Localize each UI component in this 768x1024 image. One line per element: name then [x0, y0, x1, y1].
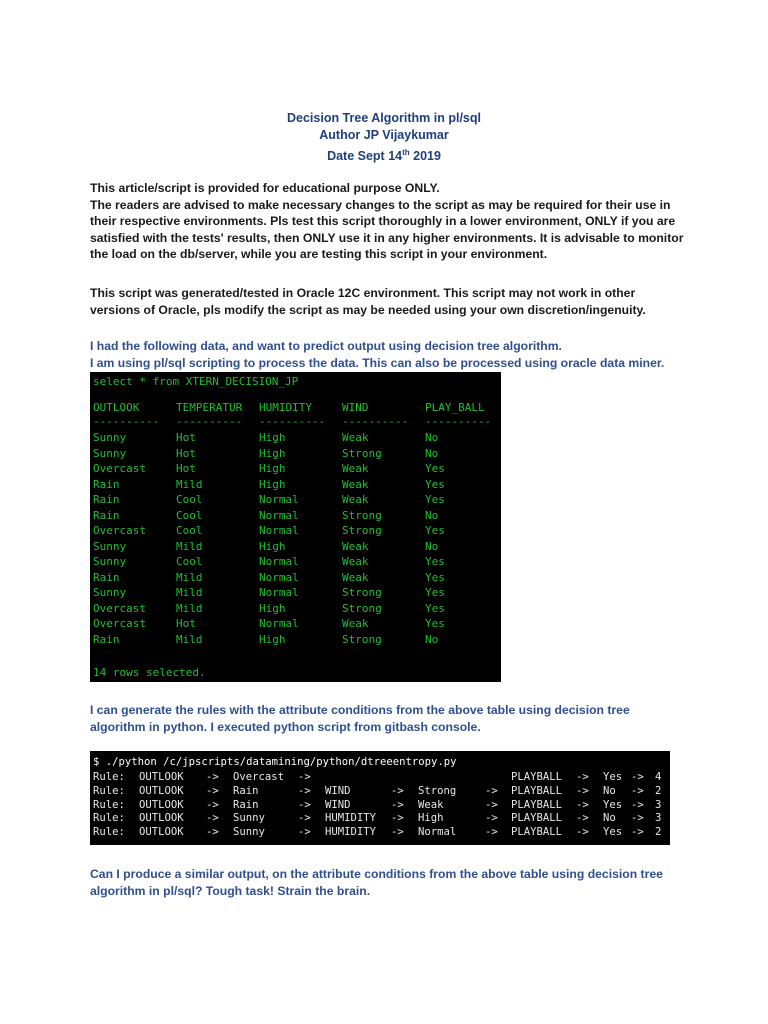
rule-token: 3	[655, 812, 662, 825]
rule-token: ->	[576, 826, 589, 839]
sql-cell: Weak	[342, 617, 369, 630]
sql-cell: High	[259, 446, 286, 460]
rule-token: ->	[631, 771, 644, 783]
rule-token: Rule:	[93, 798, 125, 811]
sql-cell: Overcast	[93, 462, 146, 475]
rule-token: 2	[655, 784, 662, 797]
rule-token: ->	[485, 798, 498, 811]
rule-token: OUTLOOK	[139, 812, 184, 825]
sql-cell: Weak	[342, 539, 369, 553]
sql-cell: Cool	[176, 493, 203, 506]
text-line: satisfied with the tests' results, then ONLY use it in any higher environments. It is advisable to monitor	[90, 230, 684, 245]
rule-token: ->	[576, 812, 589, 825]
sql-cell: Rain	[93, 493, 120, 506]
sql-cell: Normal	[259, 617, 299, 630]
date-text: Date Sept 14	[327, 149, 403, 164]
rule-token: ->	[485, 826, 498, 839]
text-line: Can I produce a similar output, on the attribute conditions from the above table using decision tree	[90, 867, 663, 881]
text-line: I had the following data, and want to predict output using decision tree algorithm.	[90, 339, 562, 353]
text-line: their respective environments. Pls test this script thoroughly in a lower environment, ONLY if you are	[90, 214, 676, 228]
rule-token: ->	[631, 812, 644, 825]
rule-token: ->	[485, 812, 498, 825]
date-superscript: th	[402, 148, 410, 157]
rule-token: 3	[655, 798, 662, 811]
rule-token: ->	[298, 784, 311, 797]
rule-token: Yes	[603, 826, 623, 839]
rule-token: ->	[206, 812, 219, 825]
sql-console-screenshot	[90, 372, 501, 682]
sql-cell: High	[259, 477, 286, 491]
sql-cell: Sunny	[93, 539, 127, 553]
rule-token: Rule:	[93, 826, 125, 839]
rule-token: ->	[631, 798, 644, 811]
sql-cell: Weak	[342, 462, 369, 475]
sql-cell: High	[259, 601, 286, 615]
sql-cell: Normal	[259, 493, 299, 506]
sql-footer: 14 rows selected.	[93, 666, 206, 679]
rule-token: PLAYBALL	[511, 771, 563, 783]
text-line: This article/script is provided for educational purpose ONLY.	[90, 181, 440, 195]
rule-token: ->	[576, 798, 589, 811]
rule-token: WIND	[325, 784, 351, 797]
rule-token: ->	[206, 826, 219, 839]
sql-cell: Normal	[259, 508, 299, 522]
rule-token: Sunny	[233, 826, 265, 839]
rule-token: ->	[391, 798, 404, 811]
sql-cell: Strong	[342, 586, 382, 599]
sql-cell: Mild	[176, 601, 203, 615]
sql-cell: Yes	[425, 462, 445, 475]
sql-cell: High	[259, 632, 286, 646]
rule-token: ->	[298, 812, 311, 825]
sql-cell: Weak	[342, 570, 369, 584]
sql-cell: Mild	[176, 632, 203, 646]
rule-token: WIND	[325, 798, 351, 811]
sql-cell: Yes	[425, 586, 445, 599]
rule-token: Yes	[603, 771, 623, 783]
rule-token: ->	[631, 784, 644, 797]
rule-token: ->	[391, 812, 404, 825]
rule-token: High	[418, 812, 444, 825]
separator: ----------	[342, 415, 409, 428]
rule-token: OUTLOOK	[139, 798, 184, 811]
rule-token: PLAYBALL	[511, 826, 563, 839]
rule-token: OUTLOOK	[139, 784, 184, 797]
sql-cell: Yes	[425, 617, 445, 630]
python-command-line: $ ./python /c/jpscripts/datamining/python/dtreeentropy.py	[93, 756, 457, 768]
sql-column-header-row	[93, 400, 485, 415]
rule-token: Rain	[233, 784, 259, 797]
rule-token: ->	[391, 826, 404, 839]
separator: ----------	[259, 415, 326, 428]
sql-cell: Strong	[342, 508, 382, 522]
sql-cell: High	[259, 462, 286, 475]
sql-cell: Sunny	[93, 446, 127, 460]
sql-cell: Hot	[176, 617, 196, 630]
sql-cell: High	[259, 431, 286, 444]
rule-token: Rule:	[93, 784, 125, 797]
environment-paragraph	[90, 285, 690, 318]
sql-cell: Cool	[176, 524, 203, 537]
sql-cell: High	[259, 539, 286, 553]
sql-cell: Weak	[342, 493, 369, 506]
rule-token: PLAYBALL	[511, 812, 563, 825]
sql-cell: No	[425, 431, 439, 444]
rule-token: 2	[655, 826, 662, 839]
rule-token: Yes	[603, 798, 623, 811]
sql-cell: Normal	[259, 524, 299, 537]
sql-cell: Hot	[176, 431, 196, 444]
sql-cell: Normal	[259, 586, 299, 599]
rule-token: ->	[298, 798, 311, 811]
rule-token: Normal	[418, 826, 457, 839]
intro-paragraph	[90, 338, 690, 371]
sql-cell: No	[425, 508, 439, 522]
rule-token: Rule:	[93, 812, 125, 825]
sql-cell: Mild	[176, 477, 203, 491]
rule-token: 4	[655, 771, 662, 783]
rule-token: No	[603, 784, 616, 797]
sql-cell: Rain	[93, 632, 120, 646]
sql-cell: Sunny	[93, 431, 127, 444]
text-line: algorithm in python. I executed python script from gitbash console.	[90, 719, 481, 734]
sql-cell: Weak	[342, 555, 369, 568]
sql-cell: Yes	[425, 601, 445, 615]
disclaimer-paragraph	[90, 180, 690, 263]
rule-token: ->	[391, 784, 404, 797]
sql-cell: Rain	[93, 570, 120, 584]
sql-cell: Overcast	[93, 524, 146, 537]
sql-cell: No	[425, 632, 439, 646]
rule-token: OUTLOOK	[139, 826, 184, 839]
sql-cell: Normal	[259, 570, 299, 584]
sql-cell: Rain	[93, 508, 120, 522]
text-line: versions of Oracle, pls modify the script as may be needed using your own discretion/ingenuity.	[90, 302, 646, 317]
column-header: PLAY_BALL	[425, 401, 485, 414]
sql-cell: Sunny	[93, 555, 127, 568]
sql-separator-row	[93, 414, 492, 429]
rule-token: ->	[576, 771, 589, 783]
sql-cell: Yes	[425, 555, 445, 568]
rule-token: ->	[576, 784, 589, 797]
document-author: Author JP Vijaykumar	[319, 128, 449, 142]
rule-token: OUTLOOK	[139, 771, 184, 783]
rule-token: Weak	[418, 798, 444, 811]
sql-cell: Cool	[176, 555, 203, 568]
date-year: 2019	[409, 149, 441, 164]
sql-cell: Weak	[342, 431, 369, 444]
rule-token: ->	[298, 771, 311, 783]
python-console-screenshot	[90, 751, 670, 845]
rule-token: Strong	[418, 784, 457, 797]
separator: ----------	[425, 415, 492, 428]
sql-cell: Yes	[425, 493, 445, 506]
text-line: This script was generated/tested in Oracle 12C environment. This script may not work in other	[90, 286, 636, 300]
sql-cell: Mild	[176, 539, 203, 553]
sql-cell: Strong	[342, 524, 382, 537]
sql-cell: Cool	[176, 508, 203, 522]
rule-token: ->	[206, 798, 219, 811]
column-header: TEMPERATUR	[176, 401, 243, 414]
separator: ----------	[176, 415, 243, 428]
sql-cell: Sunny	[93, 586, 127, 599]
text-line: I can generate the rules with the attribute conditions from the above table using decision tree	[90, 703, 630, 717]
sql-cell: Rain	[93, 477, 120, 491]
text-line: The readers are advised to make necessary changes to the script as may be required for their use in	[90, 197, 671, 212]
column-header: WIND	[342, 401, 369, 414]
document-date	[0, 144, 768, 165]
rule-token: Overcast	[233, 771, 285, 783]
sql-command-line: select * from XTERN_DECISION_JP	[93, 375, 299, 388]
column-header: OUTLOOK	[93, 401, 140, 414]
rule-token: ->	[206, 784, 219, 797]
sql-cell: Overcast	[93, 617, 146, 630]
document-header	[0, 110, 768, 165]
sql-cell: Hot	[176, 446, 196, 460]
sql-cell: Strong	[342, 601, 382, 615]
sql-cell: Hot	[176, 462, 196, 475]
rule-token: ->	[631, 826, 644, 839]
rule-token: HUMIDITY	[325, 826, 377, 839]
document-title: Decision Tree Algorithm in pl/sql	[286, 111, 481, 125]
sql-cell: No	[425, 446, 439, 460]
sql-cell: Strong	[342, 446, 382, 460]
sql-cell: Yes	[425, 524, 445, 537]
rule-token: Sunny	[233, 812, 265, 825]
sql-cell: Overcast	[93, 601, 146, 615]
text-line: the load on the db/server, while you are testing this script in your environment.	[90, 247, 548, 261]
rule-token: HUMIDITY	[325, 812, 377, 825]
rule-token: Rule:	[93, 771, 125, 783]
separator: ----------	[93, 415, 160, 428]
rule-token: Rain	[233, 798, 259, 811]
sql-cell: Mild	[176, 586, 203, 599]
rule-token: PLAYBALL	[511, 798, 563, 811]
rule-token: ->	[298, 826, 311, 839]
sql-cell: Yes	[425, 477, 445, 491]
sql-cell: Yes	[425, 570, 445, 584]
question-paragraph	[90, 866, 690, 899]
sql-cell: Strong	[342, 632, 382, 646]
rule-token: ->	[485, 784, 498, 797]
text-line: algorithm in pl/sql? Tough task! Strain the brain.	[90, 883, 371, 898]
sql-cell: Mild	[176, 570, 203, 584]
column-header: HUMIDITY	[259, 401, 312, 414]
sql-cell: Weak	[342, 477, 369, 491]
sql-cell: No	[425, 539, 439, 553]
text-line: I am using pl/sql scripting to process the data. This can also be processed using oracle data miner.	[90, 355, 665, 370]
rule-token: PLAYBALL	[511, 784, 563, 797]
sql-cell: Normal	[259, 555, 299, 568]
rule-token: ->	[206, 771, 219, 783]
rule-token: No	[603, 812, 616, 825]
python-intro-paragraph	[90, 702, 690, 735]
